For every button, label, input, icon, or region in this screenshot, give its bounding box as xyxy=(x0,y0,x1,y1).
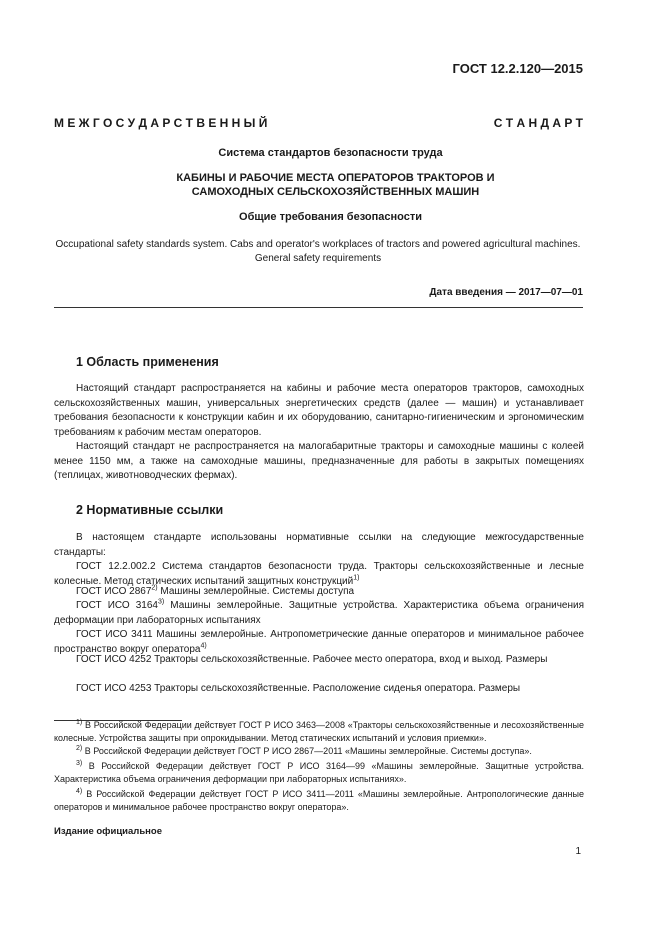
footnote-mark: 1) xyxy=(76,719,83,726)
effective-date: Дата введения — 2017—07—01 xyxy=(429,287,583,298)
document-title: КАБИНЫ И РАБОЧИЕ МЕСТА ОПЕРАТОРОВ ТРАКТОРОВ И САМОХОДНЫХ СЕЛЬСКОХОЗЯЙСТВЕННЫХ МАШИН xyxy=(176,172,495,198)
footnote-2 xyxy=(54,745,584,758)
footnote-text: В Российской Федерации действует ГОСТ Р ИСО 3164—99 «Машины землеройные. Защитные устройства. Характеристика объема ограничения деформации при лабораторных испытаниях». xyxy=(54,761,584,784)
section-1-paragraph-1: Настоящий стандарт распространяется на кабины и рабочие места операторов тракторов, самоходных сельскохозяйственных машин, универсальных энергетических средств (далее — машин) и устанавливает требования безопасности к конструкции кабин и их оборудованию, санитарно-гигиеническим и эргономическим требованиям к рабочим местам операторов. xyxy=(54,383,584,438)
section-1-heading: 1 Область применения xyxy=(76,355,219,369)
footnote-mark: 3) xyxy=(158,598,165,606)
system-title: Система стандартов безопасности труда xyxy=(218,147,443,159)
standard-code: ГОСТ 12.2.120—2015 xyxy=(452,61,583,76)
english-title: Occupational safety standards system. Cabs and operator's workplaces of tractors and powered agricultural machines. General safety requirements xyxy=(55,239,581,264)
header-divider xyxy=(54,307,583,308)
footnote-3 xyxy=(54,760,584,786)
footnote-mark: 4) xyxy=(200,642,207,650)
section-2-intro: В настоящем стандарте использованы нормативные ссылки на следующие межгосударственные стандарты: xyxy=(54,532,584,558)
footnote-text: В Российской Федерации действует ГОСТ Р ИСО 3463—2008 «Тракторы сельскохозяйственные и лесохозяйственные колесные. Устройства защиты при опрокидывании. Метод статических испытаний и условия приемки». xyxy=(54,720,584,743)
banner-word-interstate: М Е Ж Г О С У Д А Р С Т В Е Н Н Ы Й xyxy=(54,116,268,130)
reference-text: ГОСТ ИСО 3411 Машины землеройные. Антропометрические данные операторов и минимальное рабочее пространство вокруг оператора xyxy=(54,629,584,655)
footnote-4 xyxy=(54,788,584,814)
footnote-mark: 2) xyxy=(151,584,158,592)
reference-gost-iso-2867 xyxy=(54,585,584,600)
reference-text: Машины землеройные. Системы доступа xyxy=(157,586,355,597)
official-edition-label: Издание официальное xyxy=(54,826,162,837)
footnote-text: В Российской Федерации действует ГОСТ Р ИСО 2867—2011 «Машины землеройные. Системы доступа». xyxy=(82,746,532,756)
footnote-mark: 2) xyxy=(76,745,83,752)
section-2-heading: 2 Нормативные ссылки xyxy=(76,503,224,517)
footnote-1 xyxy=(54,719,584,745)
reference-text: ГОСТ 12.2.002.2 Система стандартов безопасности труда. Тракторы сельскохозяйственные и лесные колесные. Метод статических испытаний защитных конструкций xyxy=(54,561,584,587)
reference-gost-iso-4253: ГОСТ ИСО 4253 Тракторы сельскохозяйственные. Расположение сиденья оператора. Размеры xyxy=(76,683,521,694)
footnote-mark: 3) xyxy=(76,760,83,767)
reference-text: Машины землеройные. Защитные устройства. Характеристика объема ограничения деформации при лабораторных испытаниях xyxy=(54,600,584,626)
document-subtitle: Общие требования безопасности xyxy=(239,211,422,223)
page-number: 1 xyxy=(575,846,581,857)
section-1-paragraph-2: Настоящий стандарт не распространяется на малогабаритные тракторы и самоходные машины с колеей менее 1150 мм, а также на самоходные машины, предназначенные для работы в закрытых помещениях (теплицах, животноводческих фермах). xyxy=(54,441,584,482)
footnote-mark: 1) xyxy=(353,574,360,582)
reference-code: ГОСТ ИСО 3164 xyxy=(76,600,158,611)
footnote-text: В Российской Федерации действует ГОСТ Р ИСО 3411—2011 «Машины землеройные. Антропологические данные операторов и минимальное рабочее пространство вокруг оператора». xyxy=(54,789,584,812)
interstate-standard-banner xyxy=(54,116,583,130)
footnote-mark: 4) xyxy=(76,788,83,795)
reference-code: ГОСТ ИСО 2867 xyxy=(76,586,152,597)
reference-gost-iso-3164 xyxy=(54,599,584,628)
reference-gost-iso-4252: ГОСТ ИСО 4252 Тракторы сельскохозяйственные. Рабочее место оператора, вход и выход. Размеры xyxy=(76,654,548,665)
banner-word-standard: С Т А Н Д А Р Т xyxy=(493,116,583,130)
